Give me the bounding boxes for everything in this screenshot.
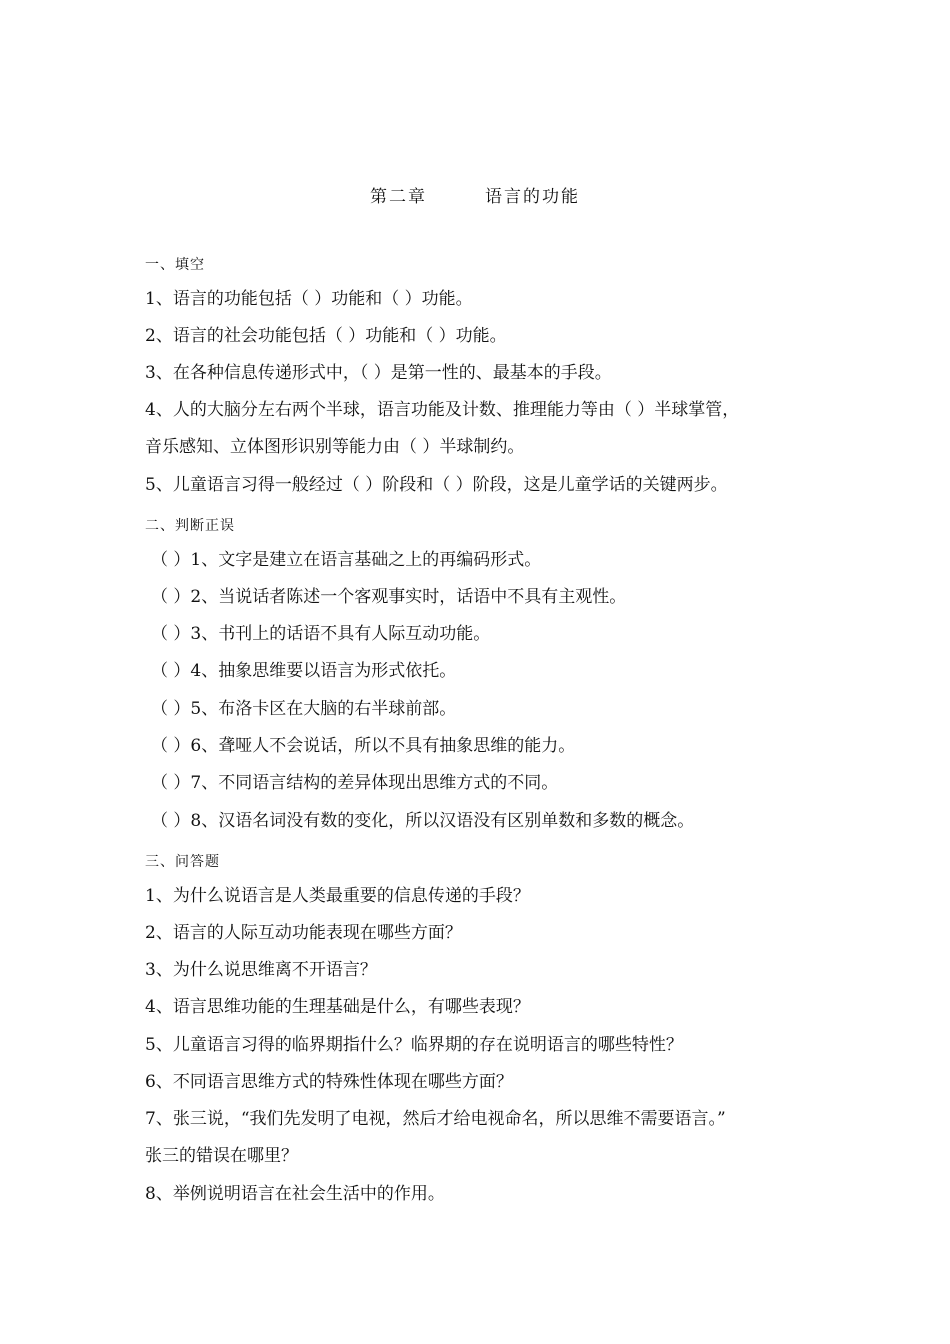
question-5: 5、儿童语言习得的临界期指什么？临界期的存在说明语言的哪些特性？ [145, 1035, 683, 1055]
fill-item-1: 1、语言的功能包括（ ）功能和（ ）功能。 [145, 289, 473, 309]
tf-item-4 [151, 660, 456, 682]
tf-item-7 [151, 772, 558, 794]
chapter-number: 第二章 [370, 187, 427, 207]
fill-item-3: 3、在各种信息传递形式中，（ ）是第一性的、最基本的手段。 [145, 363, 612, 383]
question-2: 2、语言的人际互动功能表现在哪些方面？ [145, 923, 462, 943]
tf-item-6 [151, 735, 575, 757]
question-7-continued: 张三的错误在哪里？ [145, 1146, 298, 1166]
tf-statement: 4、抽象思维要以语言为形式依托。 [190, 661, 457, 681]
tf-bracket: （ ） [151, 699, 191, 719]
question-6: 6、不同语言思维方式的特殊性体现在哪些方面？ [145, 1072, 513, 1092]
tf-item-3 [151, 623, 490, 645]
tf-statement: 8、汉语名词没有数的变化，所以汉语没有区别单数和多数的概念。 [190, 811, 695, 831]
tf-statement: 1、文字是建立在语言基础之上的再编码形式。 [190, 550, 542, 570]
tf-bracket: （ ） [151, 736, 191, 756]
tf-bracket: （ ） [151, 550, 191, 570]
question-8: 8、举例说明语言在社会生活中的作用。 [145, 1184, 445, 1204]
chapter-name: 语言的功能 [485, 187, 580, 207]
section-heading-true-false: 二、判断正误 [145, 518, 235, 534]
tf-statement: 6、聋哑人不会说话，所以不具有抽象思维的能力。 [190, 736, 576, 756]
tf-statement: 3、书刊上的话语不具有人际互动功能。 [190, 624, 491, 644]
tf-bracket: （ ） [151, 811, 191, 831]
question-7: 7、张三说，“我们先发明了电视，然后才给电视命名，所以思维不需要语言。” [145, 1109, 726, 1129]
tf-item-8 [151, 810, 694, 832]
fill-item-4-continued: 音乐感知、立体图形识别等能力由（ ）半球制约。 [145, 437, 525, 457]
tf-statement: 5、布洛卡区在大脑的右半球前部。 [190, 699, 457, 719]
tf-item-1 [151, 549, 541, 571]
fill-item-4: 4、人的大脑分左右两个半球，语言功能及计数、推理能力等由（ ）半球掌管， [145, 400, 740, 420]
tf-item-2 [151, 586, 626, 608]
question-4: 4、语言思维功能的生理基础是什么，有哪些表现？ [145, 997, 530, 1017]
question-1: 1、为什么说语言是人类最重要的信息传递的手段？ [145, 886, 530, 906]
tf-statement: 2、当说话者陈述一个客观事实时，话语中不具有主观性。 [190, 587, 627, 607]
section-heading-questions: 三、问答题 [145, 854, 220, 870]
tf-bracket: （ ） [151, 624, 191, 644]
section-heading-fill: 一、填空 [145, 257, 205, 273]
tf-bracket: （ ） [151, 773, 191, 793]
question-3: 3、为什么说思维离不开语言？ [145, 960, 377, 980]
page-title [0, 182, 950, 207]
tf-statement: 7、不同语言结构的差异体现出思维方式的不同。 [190, 773, 559, 793]
fill-item-2: 2、语言的社会功能包括（ ）功能和（ ）功能。 [145, 326, 507, 346]
tf-bracket: （ ） [151, 587, 191, 607]
tf-bracket: （ ） [151, 661, 191, 681]
fill-item-5: 5、儿童语言习得一般经过（ ）阶段和（ ）阶段，这是儿童学话的关键两步。 [145, 475, 728, 495]
tf-item-5 [151, 698, 456, 720]
